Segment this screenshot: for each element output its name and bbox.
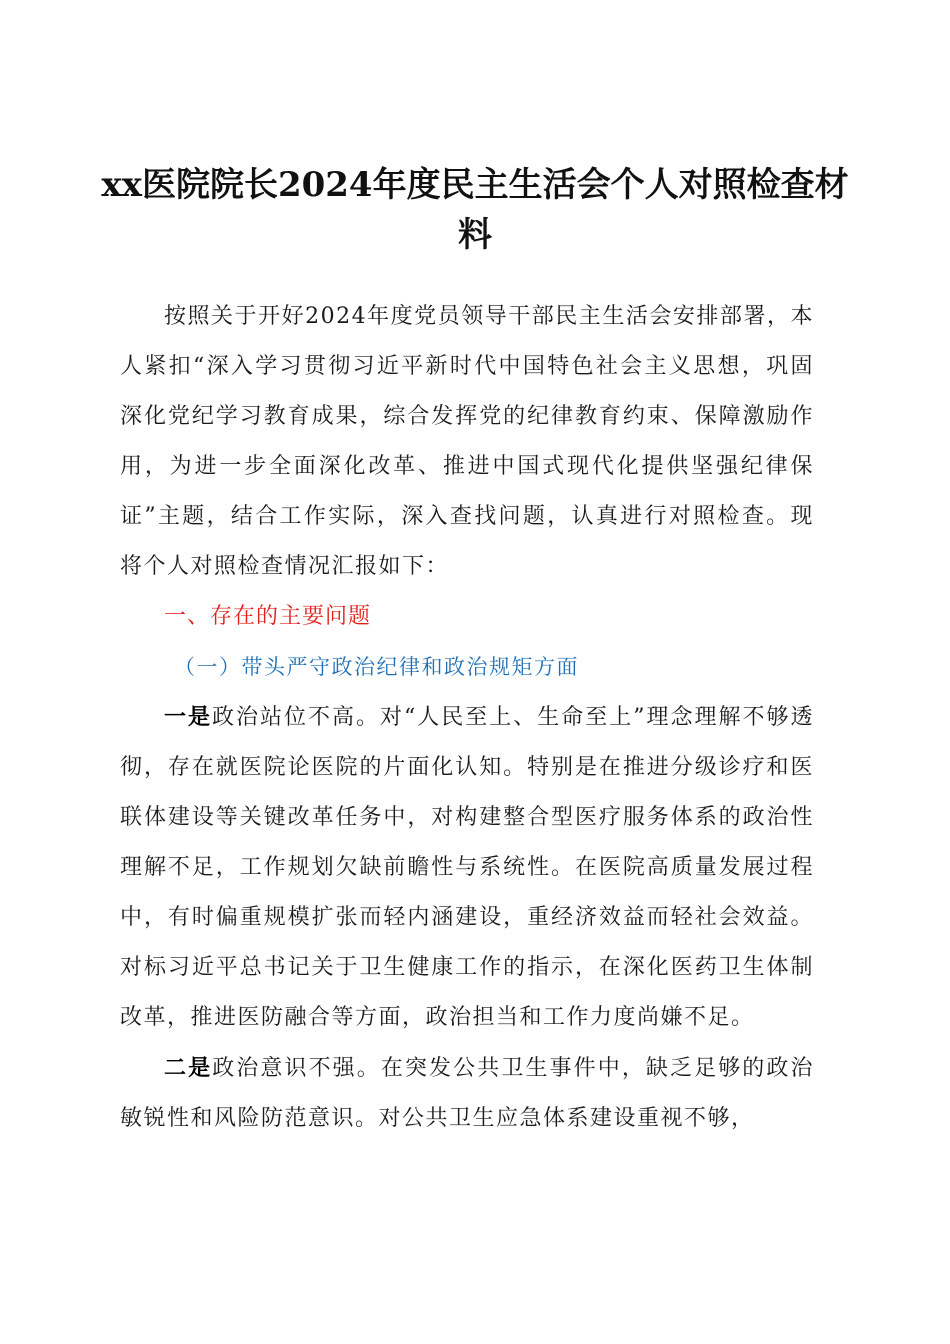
point-one-lead: 一是 — [164, 704, 212, 730]
subsection-heading-political-discipline: （一）带头严守政治纪律和政治规矩方面 — [174, 655, 579, 679]
section-heading-main-problems: 一、存在的主要问题 — [164, 604, 372, 629]
intro-paragraph: 按照关于开好2024年度党员领导干部民主生活会安排部署，本人紧扣“深入学习贯彻习近平新时代中国特色社会主义思想，巩固深化党纪学习教育成果，综合发挥党的纪律教育约束、保障激励作用，为进一步全面深化改革、推进中国式现代化提供坚强纪律保证”主题，结合工作实际，深入查找问题，认真进行对照检查。现将个人对照检查情况汇报如下： — [120, 304, 814, 579]
point-two-lead: 二是 — [164, 1055, 213, 1081]
point-two-text: 政治意识不强。在突发公共卫生事件中，缺乏足够的政治敏锐性和风险防范意识。对公共卫生应急体系建设重视不够， — [120, 1056, 814, 1131]
point-one-text: 政治站位不高。对“人民至上、生命至上”理念理解不够透彻，存在就医院论医院的片面化认知。特别是在推进分级诊疗和医联体建设等关键改革任务中，对构建整合型医疗服务体系的政治性理解不足，工作规划欠缺前瞻性与系统性。在医院高质量发展过程中，有时偏重规模扩张而轻内涵建设，重经济效益而轻社会效益。对标习近平总书记关于卫生健康工作的指示，在深化医药卫生体制改革，推进医防融合等方面，政治担当和工作力度尚嫌不足。 — [120, 705, 814, 1030]
point-two-paragraph — [120, 1043, 814, 1144]
point-one-paragraph — [120, 692, 814, 1043]
document-title: xx医院院长2024年度民主生活会个人对照检查材料 — [101, 165, 849, 255]
document-body — [120, 292, 814, 1144]
